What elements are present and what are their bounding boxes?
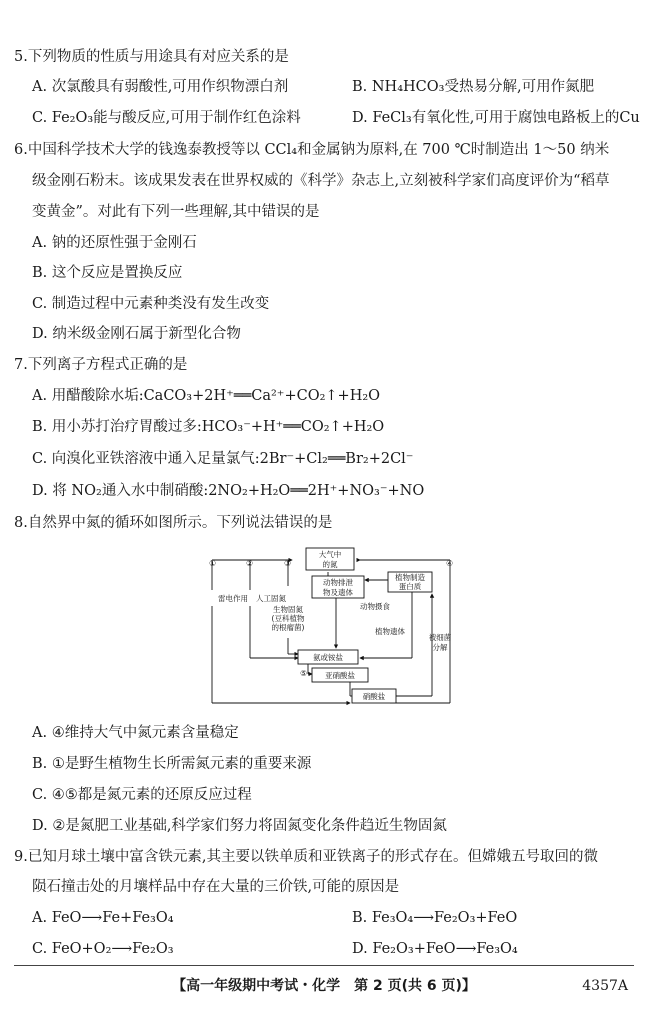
q7-option-a: A. 用醋酸除水垢:CaCO₃+2H⁺══Ca²⁺+CO₂↑+H₂O [32, 388, 381, 404]
label-n2: ② [246, 559, 254, 568]
label-bio-line-3: 的根瘤菌) [271, 623, 305, 632]
q7-stem: 7.下列离子方程式正确的是 [14, 357, 188, 373]
q5-option-d: D. FeCl₃有氧化性,可用于腐蚀电路板上的Cu [352, 110, 640, 126]
q8-option-d: D. ②是氮肥工业基础,科学家们努力将固氮变化条件趋近生物固氮 [32, 818, 447, 834]
q6-line-3: 变黄金”。对此有下列一些理解,其中错误的是 [32, 204, 320, 220]
box-atmosphere-line-2: 的氮 [322, 560, 338, 569]
box-plant-protein-line-1: 植物制造 [395, 573, 425, 582]
label-n1: ① [209, 559, 217, 568]
box-atmosphere-line-1: 大气中 [318, 550, 342, 559]
q6-option-a: A. 钠的还原性强于金刚石 [32, 235, 197, 251]
q7-option-d: D. 将 NO₂通入水中制硝酸:2NO₂+H₂O══2H⁺+NO₃⁻+NO [32, 483, 425, 499]
q5-option-c: C. Fe₂O₃能与酸反应,可用于制作红色涂料 [32, 110, 301, 126]
label-plant-remains: 植物遗体 [375, 627, 405, 636]
label-lightning: 雷电作用 [218, 594, 248, 603]
label-n3: ③ [284, 559, 292, 568]
q8-stem: 8.自然界中氮的循环如图所示。下列说法错误的是 [14, 515, 333, 531]
q9-option-a: A. FeO⟶Fe+Fe₃O₄ [32, 910, 174, 926]
label-animal-intake: 动物摄食 [360, 602, 390, 611]
q8-option-c: C. ④⑤都是氮元素的还原反应过程 [32, 787, 252, 803]
box-plant-protein-line-2: 蛋白质 [398, 582, 422, 591]
q5-option-a: A. 次氯酸具有弱酸性,可用作织物漂白剂 [32, 79, 289, 95]
box-animal-line-2: 物及遗体 [323, 588, 353, 597]
box-ammonium: 氨或铵盐 [313, 653, 343, 662]
box-nitrate: 硝酸盐 [362, 692, 386, 701]
label-bacteria-line-1: 被细菌 [428, 633, 452, 642]
label-artificial: 人工固氮 [256, 594, 286, 603]
box-animal-line-1: 动物排泄 [323, 578, 353, 587]
footer-divider [14, 965, 634, 966]
page-footer: 【高一年级期中考试・化学 第 2 页(共 6 页)】 [172, 978, 476, 994]
q6-line-1: 6.中国科学技术大学的钱逸泰教授等以 CCl₄和金属钠为原料,在 700 ℃时制造出 1～50 纳米 [14, 142, 610, 158]
q6-option-c: C. 制造过程中元素种类没有发生改变 [32, 296, 270, 312]
q6-option-d: D. 纳米级金刚石属于新型化合物 [32, 326, 241, 342]
q6-option-b: B. 这个反应是置换反应 [32, 265, 183, 281]
q7-option-c: C. 向溴化亚铁溶液中通入足量氯气:2Br⁻+Cl₂══Br₂+2Cl⁻ [32, 451, 414, 467]
paper-code: 4357A [582, 978, 628, 994]
q9-option-b: B. Fe₃O₄⟶Fe₂O₃+FeO [352, 910, 518, 926]
box-nitrite: 亚硝酸盐 [325, 671, 355, 680]
q5-option-b: B. NH₄HCO₃受热易分解,可用作氮肥 [352, 79, 595, 95]
q5-stem: 5.下列物质的性质与用途具有对应关系的是 [14, 49, 289, 65]
label-bio-line-2: (豆科植物 [271, 614, 305, 623]
q9-line-1: 9.已知月球土壤中富含铁元素,其主要以铁单质和亚铁离子的形式存在。但嫦娥五号取回的微 [14, 849, 598, 865]
q7-option-b: B. 用小苏打治疗胃酸过多:HCO₃⁻+H⁺══CO₂↑+H₂O [32, 419, 385, 435]
q9-line-2: 陨石撞击处的月壤样品中存在大量的三价铁,可能的原因是 [32, 879, 400, 895]
q6-line-2: 级金刚石粉末。该成果发表在世界权威的《科学》杂志上,立刻被科学家们高度评价为“稻草 [32, 173, 610, 189]
nitrogen-cycle-diagram [200, 546, 464, 708]
label-bacteria-line-2: 分解 [432, 643, 448, 652]
q8-option-a: A. ④维持大气中氮元素含量稳定 [32, 725, 239, 741]
q9-option-c: C. FeO+O₂⟶Fe₂O₃ [32, 941, 174, 957]
label-n5: ⑤ [300, 669, 308, 678]
label-n4: ④ [446, 559, 454, 568]
label-bio-line-1: 生物固氮 [273, 605, 303, 614]
q8-option-b: B. ①是野生植物生长所需氮元素的重要来源 [32, 756, 312, 772]
q9-option-d: D. Fe₂O₃+FeO⟶Fe₃O₄ [352, 941, 518, 957]
